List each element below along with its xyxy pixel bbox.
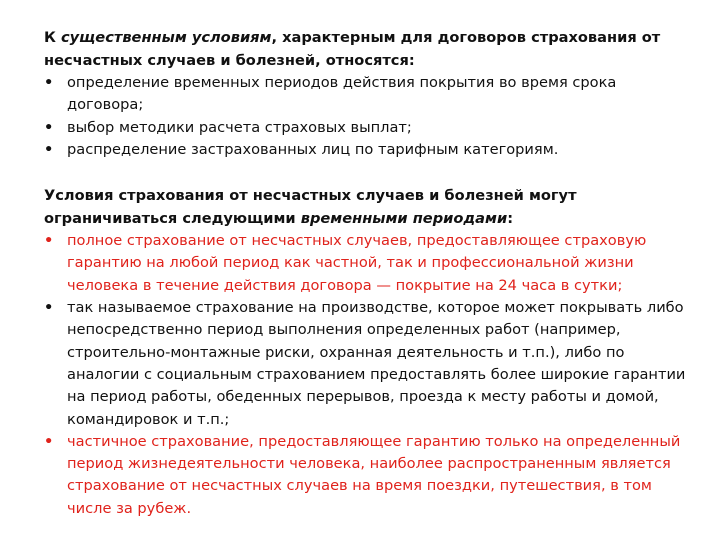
- list-item: [44, 117, 694, 139]
- list-item: [44, 72, 694, 117]
- list-item: [44, 139, 694, 161]
- bullet-icon: •: [44, 299, 54, 317]
- section1-heading-pre: К: [44, 29, 62, 46]
- list-item-text: распределение застрахованных лиц по тарифным категориям.: [67, 140, 559, 158]
- bullet-icon: •: [44, 140, 54, 158]
- list-item-text: определение временных периодов действия покрытия во время срока договора;: [67, 74, 617, 114]
- section2-heading: [44, 184, 694, 230]
- bullet-icon: •: [44, 118, 54, 136]
- section-spacer: [44, 161, 694, 184]
- section1-heading-emphasis: существенным условиям: [61, 29, 272, 46]
- section2-heading-post: :: [507, 210, 514, 228]
- section2-heading-emphasis: временными периодами: [300, 210, 508, 228]
- bullet-icon: •: [44, 232, 54, 250]
- list-item: [44, 230, 694, 297]
- section1-list: [44, 72, 694, 161]
- section1-heading-post: , характерным для договоров страхования от несчастных случаев и болезней, относятся:: [44, 29, 661, 69]
- section2-heading-pre: Условия страхования от несчастных случаев и болезней могут ограничиваться следующими: [44, 187, 577, 228]
- list-item: [44, 297, 694, 431]
- list-item-text: так называемое страхование на производстве, которое может покрывать либо непосредственно период выполнения определенных работ (например, строительно-монтажные риски, охранная деятельность и т.п.), либо по аналогии с социальным страхованием предоставлять более широкие гарантии на период работы, обеденных перерывов, проезда к месту работы и домой, командировок и т.п.;: [67, 299, 686, 428]
- section2-list: [44, 230, 694, 520]
- section1-heading: [44, 26, 694, 72]
- list-item-text: частичное страхование, предоставляющее гарантию только на определенный период жизнедеятельности человека, наиболее распространенным является страхование от несчастных случаев на время поездки, путешествия, в том числе за рубеж.: [67, 432, 681, 517]
- list-item-text: выбор методики расчета страховых выплат;: [67, 118, 412, 136]
- list-item-text: полное страхование от несчастных случаев, предоставляющее страховую гарантию на любой период как частной, так и профессиональной жизни человека в течение действия договора — покрытие на 24 часа в сутки;: [67, 232, 647, 294]
- bullet-icon: •: [44, 74, 54, 91]
- list-item: [44, 431, 694, 520]
- bullet-icon: •: [44, 432, 54, 450]
